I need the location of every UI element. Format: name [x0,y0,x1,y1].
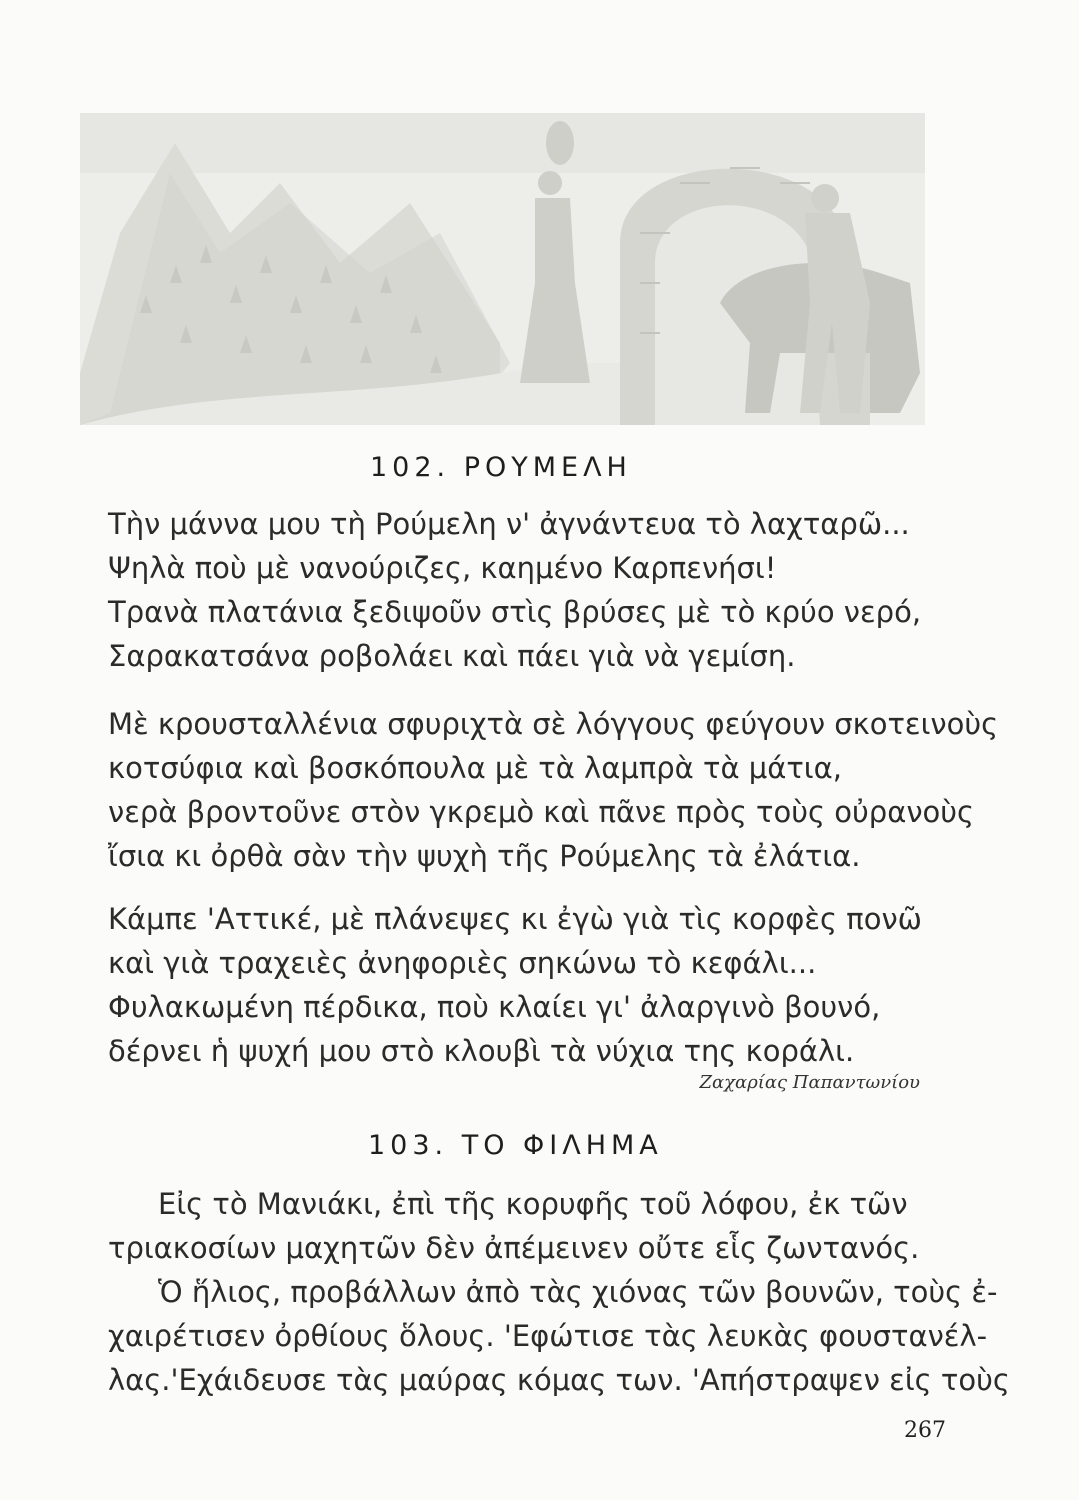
woodcut-illustration [80,113,925,425]
poem-line: Τὴν μάννα μου τὴ Ρούμελη ν' ἀγνάντευα τὸ λαχταρῶ... [108,507,910,541]
prose-line: Εἰς τὸ Μανιάκι, ἐπὶ τῆς κορυφῆς τοῦ λόφου, ἐκ τῶν [158,1187,908,1221]
prose-line: λας.'Εχάιδευσε τὰς μαύρας κόμας των. 'Απήστραψεν εἰς τοὺς [108,1363,1010,1397]
section-title: 102. ΡΟΥΜΕΛΗ [370,452,632,483]
poem-line: Φυλακωμένη πέρδικα, ποὺ κλαίει γι' ἀλαργινὸ βουνό, [108,990,881,1024]
poem-line: καὶ γιὰ τραχειὲς ἀνηφοριὲς σηκώνω τὸ κεφάλι... [108,946,817,980]
poem-line: νερὰ βροντοῦνε στὸν γκρεμὸ καὶ πᾶνε πρὸς τοὺς οὐρανοὺς [108,795,975,829]
prose-line: τριακοσίων μαχητῶν δὲν ἀπέμεινεν οὔτε εἷς ζωντανός. [108,1231,920,1265]
poem-line: Σαρακατσάνα ροβολάει καὶ πάει γιὰ νὰ γεμίση. [108,639,796,673]
prose-line: χαιρέτισεν ὀρθίους ὅλους. 'Εφώτισε τὰς λευκὰς φουστανέλ- [108,1319,988,1353]
section-title: 103. ΤΟ ΦΙΛΗΜΑ [368,1130,663,1161]
prose-line: Ὁ ἥλιος, προβάλλων ἀπὸ τὰς χιόνας τῶν βουνῶν, τοὺς ἐ- [158,1275,998,1309]
poem-line: Κάμπε 'Αττικέ, μὲ πλάνεψες κι ἐγὼ γιὰ τὶς κορφὲς πονῶ [108,902,922,936]
poem-line: Ψηλὰ ποὺ μὲ νανούριζες, καημένο Καρπενήσι! [108,551,777,585]
poem-line: κοτσύφια καὶ βοσκόπουλα μὲ τὰ λαμπρὰ τὰ μάτια, [108,751,842,785]
poem-line: Μὲ κρουσταλλένια σφυριχτὰ σὲ λόγγους φεύγουν σκοτεινοὺς [108,707,999,741]
poem-author: Ζαχαρίας Παπαντωνίου [699,1072,920,1093]
poem-line: δέρνει ἡ ψυχή μου στὸ κλουβὶ τὰ νύχια της κοράλι. [108,1034,855,1068]
poem-line: Τρανὰ πλατάνια ξεδιψοῦν στὶς βρύσες μὲ τὸ κρύο νερό, [108,595,922,629]
mountain-fountain-image [80,113,925,425]
poem-line: ἴσια κι ὀρθὰ σὰν τὴν ψυχὴ τῆς Ρούμελης τὰ ἐλάτια. [108,839,861,873]
page-number: 267 [904,1418,946,1443]
